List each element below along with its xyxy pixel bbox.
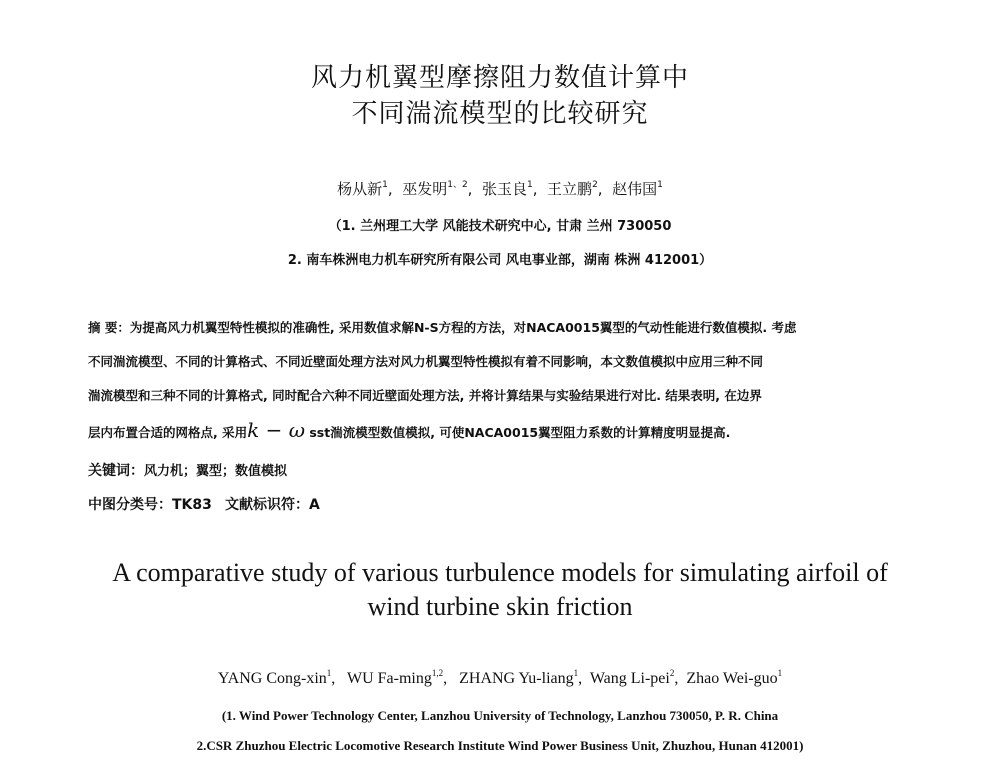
author-name: Zhao Wei-guo <box>686 670 778 687</box>
k-omega-formula: k − ω <box>247 418 306 442</box>
author-name: 赵伟国 <box>612 180 658 198</box>
cn-abstract <box>88 318 920 454</box>
author-sup: 2 <box>669 667 675 678</box>
author-sup: 2 <box>592 180 598 190</box>
author-sup: 1,2 <box>431 667 444 678</box>
cn-title-line-2: 不同湍流模型的比较研究 <box>351 99 649 129</box>
author-name: Wang Li-pei <box>589 670 670 687</box>
abstract-label: 摘 要： <box>88 320 130 335</box>
author-sup: 1 <box>657 180 663 190</box>
keywords-text: 风力机；翼型；数值模拟 <box>144 464 288 479</box>
en-affiliation-1: (1. Wind Power Technology Center, Lanzhou University of Technology, Lanzhou 730050, P. R. China <box>221 708 779 723</box>
en-title-line-2: wind turbine skin friction <box>367 592 633 621</box>
author-sup: 1、2 <box>447 180 468 190</box>
cn-affiliation-2: 2. 南车株洲电力机车研究所有限公司 风电事业部，湖南 株洲 412001） <box>287 253 713 268</box>
author-sup: 1 <box>326 667 332 678</box>
doc-code-value: A <box>308 497 320 513</box>
abstract-text: sst湍流模型数值模拟, 可使NACA0015翼型阻力系数的计算精度明显提高. <box>305 425 731 440</box>
author-sup: 1 <box>573 667 579 678</box>
cn-classification <box>88 494 920 514</box>
en-author-list: YANG Cong-xin$^1$, WU Fa-ming$^{1,2}$, ZHANG Yu-liang$^1$, Wang Li-pei$^2$, Zhao Wei-guo$^1$ <box>217 667 783 687</box>
cn-keywords <box>88 460 920 480</box>
author-sup: 1 <box>527 180 533 190</box>
author-name: 巫发明 <box>402 180 448 198</box>
abstract-line-3: 湍流模型和三种不同的计算格式, 同时配合六种不同近壁面处理方法, 并将计算结果与实验结果进行对比. 结果表明, 在边界 <box>88 388 762 403</box>
doc-code-label: 文献标识符： <box>224 497 309 513</box>
cn-affiliation-1: （1. 兰州理工大学 风能技术研究中心, 甘肃 兰州 730050 <box>328 219 672 234</box>
cn-title-line-1: 风力机翼型摩擦阻力数值计算中 <box>310 63 689 93</box>
abstract-line-2: 不同湍流模型、不同的计算格式、不同近壁面处理方法对风力机翼型特性模拟有着不同影响，本文数值模拟中应用三种不同 <box>88 354 764 369</box>
author-name: YANG Cong-xin <box>217 670 327 687</box>
author-sup: 1 <box>777 667 783 678</box>
clc-label: 中图分类号： <box>88 497 172 513</box>
keywords-label: 关键词： <box>88 463 144 479</box>
author-name: 王立鹏 <box>547 180 593 198</box>
author-name: 张玉良 <box>481 180 527 198</box>
author-name: ZHANG Yu-liang <box>459 670 574 687</box>
en-affiliation-2: 2.CSR Zhuzhou Electric Locomotive Research Institute Wind Power Business Unit, Zhuzhou, Hunan 412001) <box>196 738 804 753</box>
author-name: 杨从新 <box>337 180 383 198</box>
cn-author-list: 杨从新$^1$, 巫发明$^{1、2}$, 张玉良$^1$, 王立鹏$^2$, 赵伟国$^1$ <box>337 180 663 198</box>
clc-value: TK83 <box>172 497 212 513</box>
abstract-text: 为提高风力机翼型特性模拟的准确性, 采用数值求解N-S方程的方法，对NACA0015翼型的气动性能进行数值模拟. 考虑 <box>129 320 797 335</box>
author-name: WU Fa-ming <box>346 670 432 687</box>
abstract-line-1 <box>88 318 920 352</box>
abstract-line-4 <box>88 420 920 454</box>
en-title-line-1: A comparative study of various turbulence models for simulating airfoil of <box>112 558 888 587</box>
abstract-text: 层内布置合适的网格点, 采用 <box>88 425 248 440</box>
author-sup: 1 <box>382 180 388 190</box>
